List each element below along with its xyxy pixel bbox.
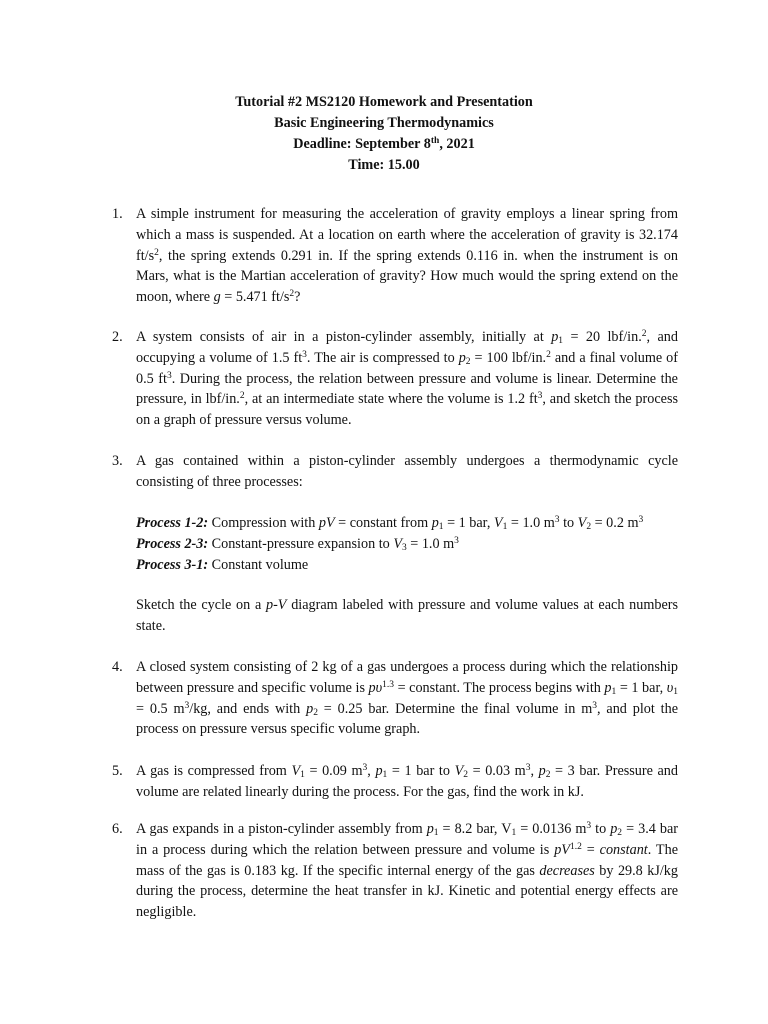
tutorial-title: Tutorial #2 MS2120 Homework and Presentation: [235, 94, 533, 110]
process-2-3: Process 2-3: Constant-pressure expansion to $V_3 = 1.0$ $m^3$: [136, 535, 459, 553]
question-3-processes: [136, 513, 678, 575]
time-line: Time: 15.00: [348, 157, 420, 173]
deadline-line: Deadline: September 8th, 2021: [293, 136, 475, 152]
question-3: [112, 451, 678, 493]
process-1-2: Process 1-2: Compression with pV = constant from $p_1 = 1$ bar, $V_1 = 1.0$ $m^3$ to $V_2 = 0.2$ $m^3$: [136, 515, 644, 532]
question-5: 5. A gas is compressed from $V_1 = 0.09$ $m^3$, $p_1 = 1$ bar to $V_2 = 0.03$ $m^3$, $p_2 = 3$ bar. Pressure and volume are related linearly during the process. For the gas, find the work in kJ.: [112, 763, 678, 800]
q3-intro: A gas contained within a piston-cylinder assembly undergoes a thermodynamic cycle consisting of three processes:: [136, 453, 678, 490]
process-3-1: Process 3-1: Constant volume: [136, 556, 309, 573]
question-number: 2.: [112, 329, 123, 345]
question-1: 1. A simple instrument for measuring the acceleration of gravity employs a linear spring from which a mass is suspended. At a location on earth where the acceleration of gravity is 32.174 $ft/s^2$, the spring extends 0.291 in. If the spring extends 0.116 in. when the instrument is on Mars, what is the Martian acceleration of gravity? How much would the spring extend on the moon, where g = 5.471 $ft/s^2$?: [112, 206, 678, 306]
question-3-sketch: Sketch the cycle on a p-V diagram labeled with pressure and volume values at each numbers state.: [136, 597, 678, 634]
question-number: 5.: [112, 763, 123, 779]
question-6: 6. A gas expands in a piston-cylinder assembly from $p_1 = 8.2$ bar, $V_1 = 0.0136$ $m^3$ to $p_2 = 3.4$ bar in a process during which the relation between pressure and volume is $pV^{1.2}$ = constant. The mass of the gas is 0.183 kg. If the specific internal energy of the gas decreases by 29.8 kJ/kg during the process, determine the heat transfer in kJ. Kinetic and potential energy effects are negligible.: [112, 821, 678, 921]
question-number: 1.: [112, 206, 123, 222]
question-number: 6.: [112, 821, 123, 837]
course-title: Basic Engineering Thermodynamics: [274, 115, 494, 131]
question-4: 4. A closed system consisting of 2 kg of a gas undergoes a process during which the relationship between pressure and specific volume is $p\upsilon^{1.3}$ = constant. The process begins with $p_1 = 1$ bar, $\upsilon_1 = 0.5$ $m^3/kg$, and ends with $p_2 = 0.25$ bar. Determine the final volume in $m^3$, and plot the process on pressure versus specific volume graph.: [112, 659, 679, 738]
question-number: 3.: [112, 453, 123, 469]
document-header: [0, 92, 768, 176]
question-2: 2. A system consists of air in a piston-cylinder assembly, initially at $p_1 = 20$ lbf/in.$^2$, and occupying a volume of 1.5 $ft^3$. The air is compressed to $p_2 = 100$ lbf/in.$^2$ and a final volume of 0.5 $ft^3$. During the process, the relation between pressure and volume is linear. Determine the pressure, in lbf/in.$^2$, at an intermediate state where the volume is 1.2 $ft^3$, and sketch the process on a graph of pressure versus volume.: [112, 329, 679, 429]
question-number: 4.: [112, 659, 123, 675]
